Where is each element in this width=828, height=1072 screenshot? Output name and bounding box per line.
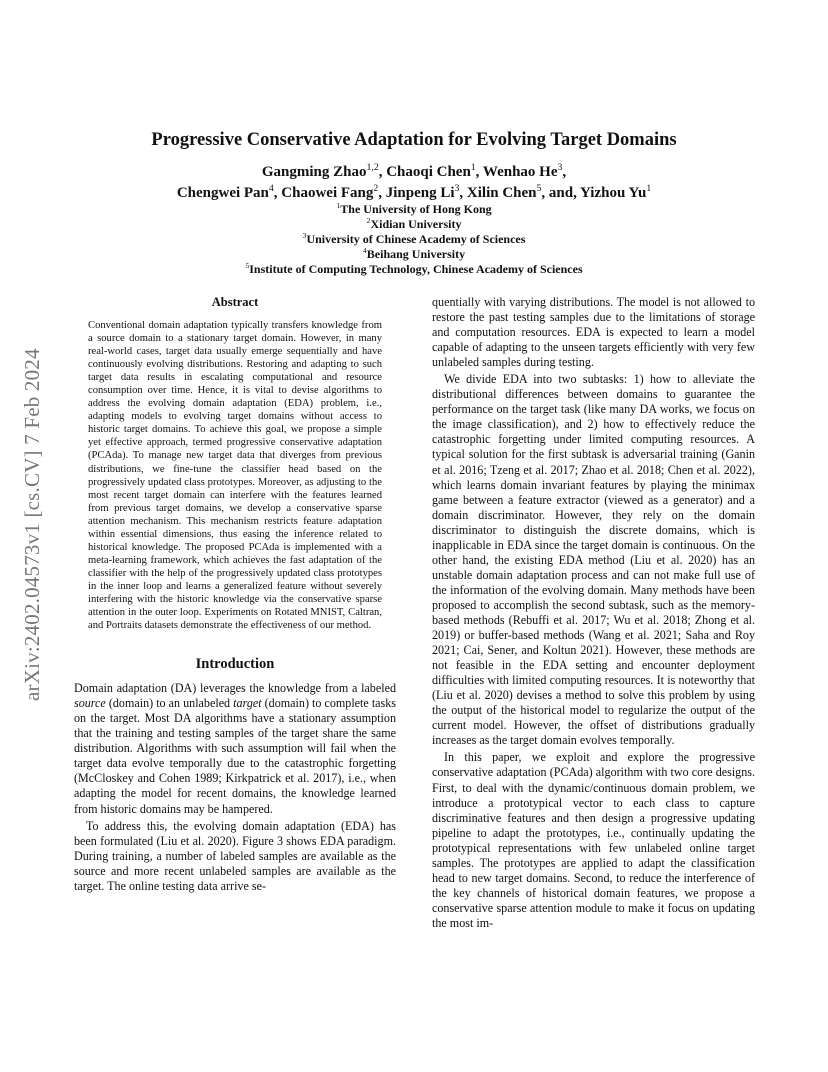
author-line-1 [74,162,754,183]
author-affiliation-mark: 1 [470,162,476,173]
introduction-heading: Introduction [195,656,275,673]
intro-p1-target-term: target [233,696,262,711]
author-separator: , [273,185,282,201]
author-separator: , [378,185,386,201]
arxiv-identifier-stamp: arXiv:2402.04573v1 [cs.CV] 7 Feb 2024 [20,348,44,702]
affiliation-name: Xidian University [370,217,462,231]
affiliation-number: 2 [366,216,371,225]
intro-paragraph-1 [74,681,396,816]
affiliation-number: 5 [245,261,250,270]
abstract-heading: Abstract [211,295,259,309]
author-name: Chaowei Fang [281,185,374,201]
left-column [74,295,396,894]
author-affiliation-mark: 3 [454,183,460,194]
author-name: Wenhao He [482,164,558,180]
author-name: Chaoqi Chen [386,164,471,180]
affiliation-name: The University of Hong Kong [340,202,492,216]
intro-paragraph-4: In this paper, we exploit and explore the progressive conservative adaptation (PCAda) algorithm with two core designs. First, to deal with the dynamic/continuous domain problem, we introduce a prototypical vector to each class to capture discriminative features and then design a progressive updating pipeline to adapt the prototypes, i.e., continually updating the prototypical representations with few unlabeled online target samples. The prototypes are applied to adapt the classification head to new target domains. Second, to reduce the interference of the key channels of historical domain features, we propose a conservative sparse attention module to make it focus on updating the most im- [432,750,755,930]
affiliation-line [74,232,754,247]
abstract-text: Conventional domain adaptation typically transfers knowledge from a source domain to a stationary target domain. However, in many real-world cases, target data usually emerge sequentially and have continuously evolving distributions. Restoring and adapting to such target data results in escalating computational and resource consumption over time. Hence, it is vital to devise algorithms to address the evolving domain adaptation (EDA) problem, i.e., adapting models to evolving target domains without access to historic target domains. To achieve this goal, we propose a simple yet effective approach, termed progressive conservative adaptation (PCAda). To manage new target data that diverges from previous distributions, we fine-tune the classifier head based on the progressively updated class prototypes. Moreover, as adjusting to the most recent target domain can interfere with the features learned from previous target domains, we develop a conservative sparse attention mechanism. This mechanism restricts feature adaptation within essential dimensions, thus easing the inference related to historical knowledge. The proposed PCAda is implemented with a meta-learning framework, which achieves the fast adaptation of the classifier with the help of the progressively updated class prototypes in the inner loop and learns a generalized feature without severely interfering with the historic knowledge via the conservative sparse attention in the outer loop. Experiments on Rotated MNIST, Caltran, and Portraits datasets demonstrate the effectiveness of our method. [88,320,382,632]
affiliation-name: University of Chinese Academy of Sciences [306,232,526,246]
affiliation-line [74,247,754,262]
affiliation-number: 3 [302,231,307,240]
author-affiliation-mark: 5 [536,183,542,194]
author-line-2 [74,183,754,204]
author-name: Xilin Chen [466,185,537,201]
intro-paragraph-2: To address this, the evolving domain adaptation (EDA) has been formulated (Liu et al. 2020). Figure 3 shows EDA paradigm. During training, a number of labeled samples are available as the source and more recent unlabeled samples are available as the target. The online testing data arrive se- [74,818,396,893]
affiliation-name: Beihang University [366,247,466,261]
intro-p1-text-a: Domain adaptation (DA) leverages the knowledge from a labeled [74,681,396,696]
author-separator: , [459,185,467,201]
affiliation-number: 1 [336,201,341,210]
affiliation-line [74,262,754,277]
author-affiliation-mark: 1 [646,183,652,194]
affiliation-number: 4 [362,246,367,255]
author-name: Jinpeng Li [385,185,455,201]
author-name: Yizhou Yu [580,185,647,201]
intro-paragraph-2-continued: quentially with varying distributions. The model is not allowed to restore the past testing samples due to the limitations of storage and computation resources. EDA is expected to learn a model capable of adapting to the unseen targets efficiently with very few unlabeled samples during testing. [432,295,755,370]
author-affiliation-mark: 2 [373,183,379,194]
paper-title: Progressive Conservative Adaptation for Evolving Target Domains [151,130,677,150]
intro-p1-text-b: (domain) to an unlabeled [105,696,234,711]
affiliation-list [74,202,754,277]
author-separator: , [378,164,387,180]
author-list [74,162,754,204]
affiliation-name: Institute of Computing Technology, Chinese Academy of Sciences [249,262,583,276]
author-separator: , [475,164,483,180]
author-name: Chengwei Pan [176,185,269,201]
author-affiliation-mark: 3 [557,162,563,173]
author-affiliation-mark: 1,2 [366,162,379,173]
author-separator: , [562,164,567,180]
intro-paragraph-3: We divide EDA into two subtasks: 1) how to alleviate the distributional differences between domains to guarantee the performance on the target task (like many DA works, we focus on the image classification), and 2) how to effectively reduce the catastrophic forgetting under limited computing resources. A typical solution for the first subtask is adversarial training (Ganin et al. 2016; Tzeng et al. 2017; Zhao et al. 2018; Chen et al. 2022), which learns domain invariant features by playing the minimax game between a feature extractor (viewed as a generator) and a domain discriminator. However, they rely on the domain discriminator to distinguish the discrete domains, which is inapplicable in EDA since the target domain is continuous. On the other hand, the existing EDA method (Liu et al. 2020) has an unstable domain adaptation process and can not make full use of the information of the evolving domain. Many methods have been proposed to accomplish the second subtask, such as the memory-based methods (Rebuffi et al. 2017; Wu et al. 2018; Zhong et al. 2019) or buffer-based methods (Wang et al. 2021; Saha and Roy 2021; Cai, Sener, and Koltun 2021). However, these methods are not feasible in the EDA setting and encounter deployment difficulties with limited computing resources. It is noteworthy that (Liu et al. 2020) devises a method to solve this problem by using the output of the historical model to regularize the output of the current model. However, the offset of distributions gradually increases as the target domain evolves temporally. [432,372,755,748]
author-separator: , and, [541,185,581,201]
right-column [432,295,755,931]
author-name: Gangming Zhao [261,164,367,180]
author-affiliation-mark: 4 [268,183,274,194]
intro-p1-text-c: (domain) to complete tasks on the target. Most DA algorithms have a stationary assumption that the training and testing samples of the target share the same distribution. Algorithms with such assumption will fail when the target data evolve temporally due to the catastrophic forgetting (McCloskey and Cohen 1989; Kirkpatrick et al. 2017), i.e., when adapting the model for recent domains, the knowledge learned from historic domains may be hampered. [74,696,397,816]
affiliation-line [74,202,754,217]
intro-p1-source-term: source [74,696,106,711]
affiliation-line [74,217,754,232]
